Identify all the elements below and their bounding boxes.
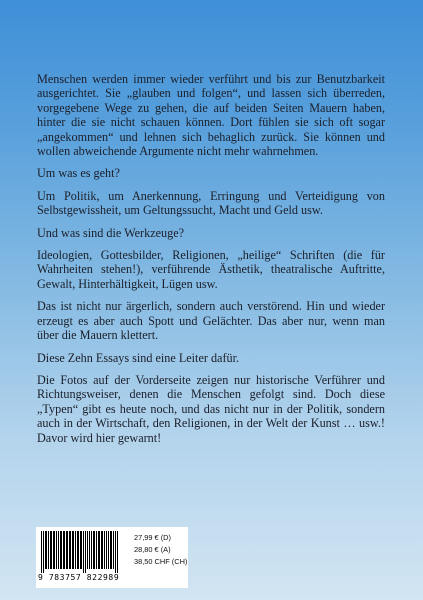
paragraph-intro: Menschen werden immer wieder verführt und bis zur Benutzbarkeit ausgerichtet. Sie „glauben und folgen“, und lassen sich überreden, vorgegebene Wege zu gehen, die auf beiden Seiten Mauern haben, hinter die sie nicht schauen können. Dort fühlen sie sich oft sogar „angekommen“ und lehnen sich behaglich zurück. Sie können und wollen abweichende Argumente nicht mehr wahrnehmen. xyxy=(37,72,385,159)
barcode-bar xyxy=(108,531,109,569)
barcode-bar xyxy=(58,531,59,569)
barcode-bar xyxy=(53,531,55,569)
barcode-bar xyxy=(93,531,95,569)
barcode-bar xyxy=(60,531,62,569)
barcode-bars xyxy=(39,531,131,573)
price-switzerland: 38,50 CHF (CH) xyxy=(134,557,188,567)
barcode-bar xyxy=(115,531,116,573)
barcode-bar xyxy=(66,531,68,569)
barcode-bar xyxy=(50,531,52,569)
barcode-bar xyxy=(80,531,82,569)
price-list xyxy=(134,532,187,569)
paragraph-photos: Die Fotos auf der Vorderseite zeigen nur historische Verführer und Richtungsweiser, denen die Menschen gefolgt sind. Doch diese „Typen“ gibt es heute noch, und das nicht nur in der Politik, sondern auch in der Wirtschaft, den Religionen, in der Welt der Kunst … usw.! Davor wird hier gewarnt! xyxy=(37,372,385,445)
barcode-bar xyxy=(110,531,112,569)
paragraph-ladder: Diese Zehn Essays sind eine Leiter dafür. xyxy=(37,350,240,365)
barcode-bar xyxy=(41,531,42,573)
barcode-bar xyxy=(113,531,114,569)
price-germany: 27,99 € (D) xyxy=(134,533,171,542)
isbn-number: 9 783757 822989 xyxy=(38,573,120,582)
price-austria: 28,80 € (A) xyxy=(134,545,171,555)
barcode-bar xyxy=(85,531,86,573)
barcode-bar xyxy=(56,531,57,569)
paragraph-topics: Um Politik, um Anerkennung, Erringung und Verteidigung von Selbstgewissheit, um Geltungssucht, Macht und Geld usw. xyxy=(37,188,385,218)
paragraph-tools: Ideologien, Gottesbilder, Religionen, „heilige“ Schriften (die für Wahrheiten stehen!), verführende Ästhetik, theatralische Auftritte, Gewalt, Hinterhältigkeit, Lügen usw. xyxy=(37,248,385,291)
barcode-bar xyxy=(77,531,79,569)
barcode-bar xyxy=(104,531,105,569)
barcode-bar xyxy=(91,531,92,569)
barcode-bar xyxy=(43,531,44,573)
barcode-bar xyxy=(89,531,90,569)
barcode-bar xyxy=(101,531,103,569)
barcode-bar xyxy=(98,531,100,569)
barcode-bar xyxy=(63,531,65,569)
paragraph-question-tools: Und was sind die Werkzeuge? xyxy=(37,225,185,240)
barcode-bar xyxy=(69,531,71,569)
barcode-bar xyxy=(48,531,49,569)
blurb-text xyxy=(37,72,385,453)
paragraph-disturbing: Das ist nicht nur ärgerlich, sondern auch verstörend. Hin und wieder erzeugt es aber auch Spott und Gelächter. Das aber nur, wenn man über die Mauern klettert. xyxy=(37,299,385,343)
barcode-bar xyxy=(72,531,74,569)
barcode-label xyxy=(36,527,188,588)
barcode-bar xyxy=(83,531,84,573)
barcode-bar xyxy=(45,531,47,569)
barcode-bar xyxy=(96,531,97,569)
barcode-bar xyxy=(75,531,76,569)
barcode-bar xyxy=(117,531,118,573)
barcode-bar xyxy=(87,531,88,569)
barcode-bar xyxy=(106,531,107,569)
paragraph-question-topic: Um was es geht? xyxy=(37,166,120,181)
